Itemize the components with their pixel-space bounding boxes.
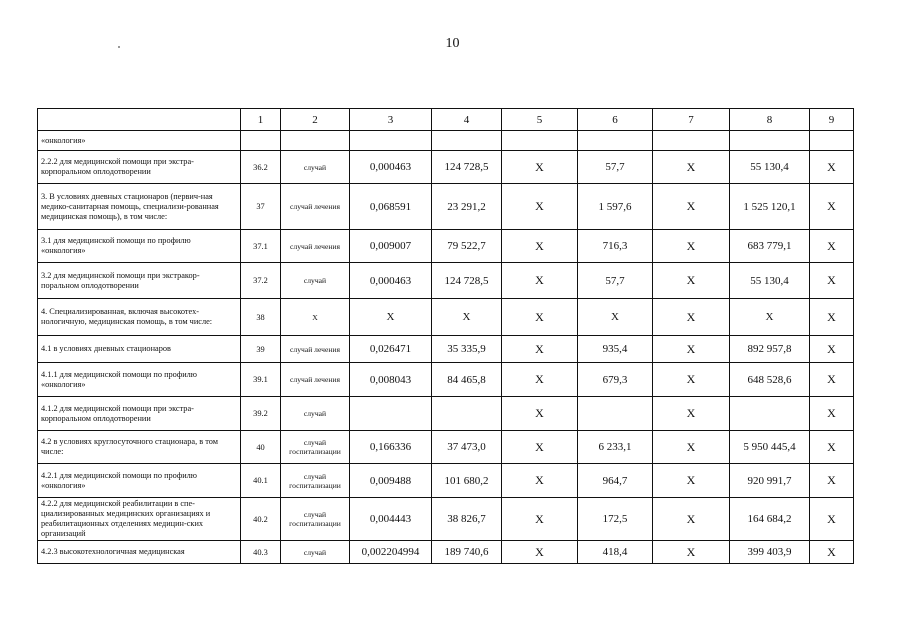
row-col7-cell: X — [653, 230, 730, 263]
row-col9-cell: X — [810, 431, 854, 464]
row-col6-cell: 418,4 — [578, 541, 653, 564]
row-col6-cell: 6 233,1 — [578, 431, 653, 464]
header-cell-7: 7 — [653, 109, 730, 131]
row-name-cell: 4.1.1 для медицинской помощи по профилю «онкология» — [38, 363, 241, 397]
table-row — [38, 464, 854, 498]
row-col7-cell: X — [653, 184, 730, 230]
page-number: 10 — [445, 36, 460, 51]
row-col5-cell: X — [502, 336, 578, 363]
row-col8-cell: 920 991,7 — [730, 464, 810, 498]
row-name-cell: 4.2 в условиях круглосуточного стационара, в том числе: — [38, 431, 241, 464]
row-col3-cell: 0,026471 — [350, 336, 432, 363]
row-unit-cell: случай госпитализации — [281, 464, 350, 498]
row-col9-cell: X — [810, 184, 854, 230]
row-col7-cell: X — [653, 299, 730, 336]
table-row — [38, 299, 854, 336]
row-unit-cell: случай — [281, 263, 350, 299]
header-cell-3: 3 — [350, 109, 432, 131]
row-col8-cell: 55 130,4 — [730, 263, 810, 299]
row-col9-cell: X — [810, 541, 854, 564]
row-col6-cell: 935,4 — [578, 336, 653, 363]
header-cell-4: 4 — [432, 109, 502, 131]
table-row — [38, 230, 854, 263]
row-col3-cell — [350, 397, 432, 431]
row-col9-cell: X — [810, 299, 854, 336]
row-name-cell: 4. Специализированная, включая высокотех-нологичную, медицинская помощь, в том числе: — [38, 299, 241, 336]
header-cell-1: 1 — [241, 109, 281, 131]
row-col8-cell — [730, 397, 810, 431]
table-row — [38, 498, 854, 541]
row-unit-cell: случай госпитализации — [281, 498, 350, 541]
row-unit-cell — [281, 131, 350, 151]
row-col3-cell: 0,000463 — [350, 263, 432, 299]
scan-speck — [118, 46, 120, 48]
header-cell-6: 6 — [578, 109, 653, 131]
row-unit-cell: случай лечения — [281, 184, 350, 230]
row-col5-cell: X — [502, 464, 578, 498]
table-row — [38, 263, 854, 299]
row-col3-cell: X — [350, 299, 432, 336]
row-col9-cell: X — [810, 397, 854, 431]
row-code-cell: 37 — [241, 184, 281, 230]
row-col8-cell: 164 684,2 — [730, 498, 810, 541]
row-unit-cell: случай лечения — [281, 363, 350, 397]
row-col7-cell: X — [653, 498, 730, 541]
row-col7-cell: X — [653, 431, 730, 464]
row-col7-cell: X — [653, 336, 730, 363]
row-col8-cell: 683 779,1 — [730, 230, 810, 263]
row-col6-cell: X — [578, 299, 653, 336]
row-unit-cell: случай госпитализации — [281, 431, 350, 464]
row-col8-cell: 648 528,6 — [730, 363, 810, 397]
row-col5-cell: X — [502, 151, 578, 184]
row-col9-cell: X — [810, 230, 854, 263]
row-name-cell: 4.2.1 для медицинской помощи по профилю «онкология» — [38, 464, 241, 498]
row-col8-cell — [730, 131, 810, 151]
row-col7-cell: X — [653, 151, 730, 184]
row-col3-cell: 0,000463 — [350, 151, 432, 184]
table-row — [38, 336, 854, 363]
row-col9-cell: X — [810, 363, 854, 397]
row-name-cell: 4.1.2 для медицинской помощи при экстра-корпоральном оплодотворении — [38, 397, 241, 431]
row-unit-cell: случай — [281, 541, 350, 564]
row-col7-cell: X — [653, 363, 730, 397]
row-col3-cell — [350, 131, 432, 151]
table-row — [38, 151, 854, 184]
header-cell-9: 9 — [810, 109, 854, 131]
row-col5-cell: X — [502, 498, 578, 541]
row-col4-cell: X — [432, 299, 502, 336]
table-row — [38, 397, 854, 431]
row-col5-cell: X — [502, 431, 578, 464]
row-col5-cell: X — [502, 184, 578, 230]
row-code-cell — [241, 131, 281, 151]
row-col7-cell — [653, 131, 730, 151]
row-code-cell: 37.2 — [241, 263, 281, 299]
row-col4-cell — [432, 131, 502, 151]
row-col4-cell: 101 680,2 — [432, 464, 502, 498]
row-code-cell: 40.2 — [241, 498, 281, 541]
row-col9-cell: X — [810, 151, 854, 184]
row-name-cell: 4.2.2 для медицинской реабилитации в спе-циализированных медицинских организациях и реабилитационных отделениях медицин-ских организаций — [38, 498, 241, 541]
row-name-cell: 4.1 в условиях дневных стационаров — [38, 336, 241, 363]
row-unit-cell: случай — [281, 397, 350, 431]
row-col9-cell: X — [810, 464, 854, 498]
row-col6-cell — [578, 397, 653, 431]
row-col4-cell: 84 465,8 — [432, 363, 502, 397]
row-col5-cell: X — [502, 541, 578, 564]
row-col3-cell: 0,002204994 — [350, 541, 432, 564]
row-unit-cell: случай — [281, 151, 350, 184]
row-col8-cell: 1 525 120,1 — [730, 184, 810, 230]
row-col7-cell: X — [653, 541, 730, 564]
table-row — [38, 184, 854, 230]
row-col4-cell: 79 522,7 — [432, 230, 502, 263]
row-col5-cell: X — [502, 230, 578, 263]
table-body — [38, 131, 854, 564]
row-code-cell: 38 — [241, 299, 281, 336]
row-col4-cell: 189 740,6 — [432, 541, 502, 564]
row-col3-cell: 0,008043 — [350, 363, 432, 397]
row-col4-cell: 38 826,7 — [432, 498, 502, 541]
row-col8-cell: 399 403,9 — [730, 541, 810, 564]
row-col7-cell: X — [653, 263, 730, 299]
row-name-cell: 2.2.2 для медицинской помощи при экстра-корпоральном оплодотворении — [38, 151, 241, 184]
row-code-cell: 39.1 — [241, 363, 281, 397]
row-col3-cell: 0,166336 — [350, 431, 432, 464]
row-unit-cell: X — [281, 299, 350, 336]
row-name-cell: 4.2.3 высокотехнологичная медицинская — [38, 541, 241, 564]
row-code-cell: 39.2 — [241, 397, 281, 431]
row-col6-cell: 172,5 — [578, 498, 653, 541]
medical-care-table — [37, 108, 854, 564]
row-name-cell: «онкология» — [38, 131, 241, 151]
row-name-cell: 3.1 для медицинской помощи по профилю «онкология» — [38, 230, 241, 263]
row-col4-cell: 37 473,0 — [432, 431, 502, 464]
row-col6-cell: 57,7 — [578, 263, 653, 299]
row-col5-cell: X — [502, 299, 578, 336]
header-cell-8: 8 — [730, 109, 810, 131]
row-col9-cell: X — [810, 498, 854, 541]
header-cell-5: 5 — [502, 109, 578, 131]
row-col8-cell: X — [730, 299, 810, 336]
row-col4-cell: 124 728,5 — [432, 263, 502, 299]
row-name-cell: 3. В условиях дневных стационаров (первич-ная медико-санитарная помощь, специализи-рованная медицинская помощь), в том числе: — [38, 184, 241, 230]
row-name-cell: 3.2 для медицинской помощи при экстракор-поральном оплодотворении — [38, 263, 241, 299]
row-col8-cell: 892 957,8 — [730, 336, 810, 363]
row-col3-cell: 0,068591 — [350, 184, 432, 230]
table-row — [38, 541, 854, 564]
row-col4-cell: 23 291,2 — [432, 184, 502, 230]
row-col6-cell: 1 597,6 — [578, 184, 653, 230]
row-col5-cell: X — [502, 397, 578, 431]
row-col6-cell — [578, 131, 653, 151]
table-row — [38, 131, 854, 151]
table-row — [38, 431, 854, 464]
row-code-cell: 40.1 — [241, 464, 281, 498]
row-col5-cell — [502, 131, 578, 151]
row-col8-cell: 5 950 445,4 — [730, 431, 810, 464]
row-col8-cell: 55 130,4 — [730, 151, 810, 184]
row-col6-cell: 716,3 — [578, 230, 653, 263]
row-col9-cell — [810, 131, 854, 151]
row-col5-cell: X — [502, 263, 578, 299]
row-col4-cell: 124 728,5 — [432, 151, 502, 184]
row-code-cell: 37.1 — [241, 230, 281, 263]
header-cell-2: 2 — [281, 109, 350, 131]
row-code-cell: 40.3 — [241, 541, 281, 564]
header-cell-name — [38, 109, 241, 131]
row-col9-cell: X — [810, 336, 854, 363]
row-col6-cell: 964,7 — [578, 464, 653, 498]
table-row — [38, 363, 854, 397]
header-row — [38, 109, 854, 131]
row-col7-cell: X — [653, 464, 730, 498]
row-col7-cell: X — [653, 397, 730, 431]
row-col4-cell: 35 335,9 — [432, 336, 502, 363]
row-col3-cell: 0,009007 — [350, 230, 432, 263]
row-code-cell: 36.2 — [241, 151, 281, 184]
row-col9-cell: X — [810, 263, 854, 299]
row-unit-cell: случай лечения — [281, 336, 350, 363]
row-col5-cell: X — [502, 363, 578, 397]
row-col3-cell: 0,004443 — [350, 498, 432, 541]
row-col4-cell — [432, 397, 502, 431]
row-col6-cell: 57,7 — [578, 151, 653, 184]
row-code-cell: 39 — [241, 336, 281, 363]
row-unit-cell: случай лечения — [281, 230, 350, 263]
row-code-cell: 40 — [241, 431, 281, 464]
row-col3-cell: 0,009488 — [350, 464, 432, 498]
row-col6-cell: 679,3 — [578, 363, 653, 397]
